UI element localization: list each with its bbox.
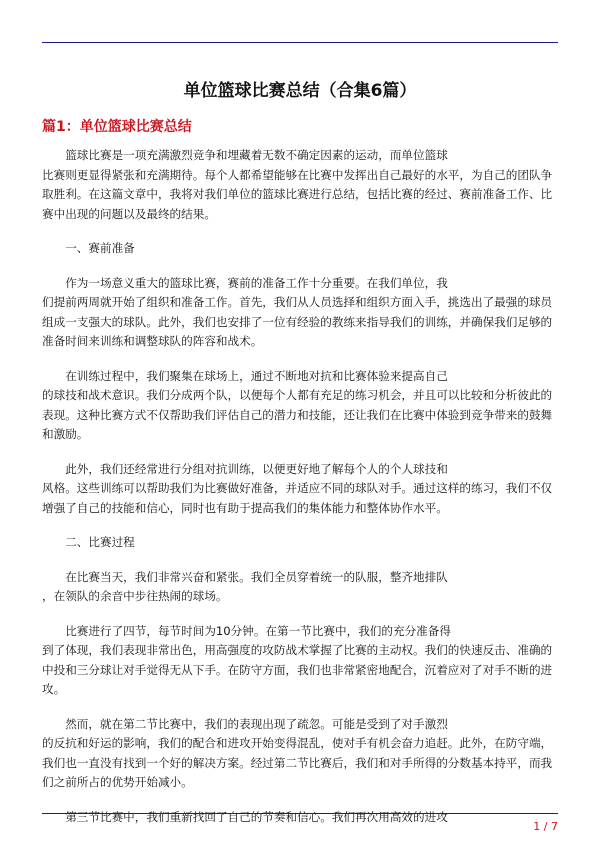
document-title: 单位篮球比赛总结（合集6篇） [183,81,417,101]
paragraph-line: 作为一场意义重大的篮球比赛，赛前的准备工作十分重要。在我们单位，我 [65,275,448,290]
paragraph [42,367,558,445]
page-number: 1 / 7 [533,820,558,833]
paragraph [42,146,558,224]
paragraph [42,568,558,607]
paragraph-line: ，在领队的余音中步往热闹的球场。 [42,589,228,603]
paragraph [42,622,558,700]
footer-rule [42,813,558,814]
paragraph [42,274,558,352]
paragraph [42,460,558,519]
paragraph-line: 风格。这些训练可以帮助我们为比赛做好准备，并适应不同的球队对手。通过这样的练习，我们不仅增强了自己的技能和信心，同时也有助于提高我们的集体能力和整体协作水平。 [42,481,553,515]
header-rule [42,42,558,43]
section-title: 篇1：单位篮球比赛总结 [42,119,192,135]
section-heading: 一、赛前准备 [65,241,135,255]
section-heading: 二、比赛过程 [65,535,135,549]
paragraph-line: 在训练过程中，我们聚集在球场上，通过不断地对抗和比赛体验来提高自己 [65,368,448,383]
document-body [42,146,558,842]
paragraph-line: 的球技和战术意识。我们分成两个队，以便每个人都有充足的练习机会，并且可以比较和分析彼此的表现。这种比赛方式不仅帮助我们评估自己的潜力和技能，还让我们在比赛中体验到竞争带来的鼓舞和激励。 [42,388,553,441]
paragraph-line: 比赛进行了四节，每节时间为10分钟。在第一节比赛中，我们的充分准备得 [65,623,451,638]
paragraph-line: 到了体现，我们表现非常出色，用高强度的攻防战术掌握了比赛的主动权。我们的快速反击、准确的中投和三分球让对手觉得无从下手。在防守方面，我们也非常紧密地配合，沉着应对了对手不断的进攻。 [42,643,553,696]
paragraph [42,715,558,793]
paragraph [42,808,558,828]
paragraph-line: 然而，就在第二节比赛中，我们的表现出现了疏忽。可能是受到了对手激烈 [65,716,448,731]
paragraph-line: 在比赛当天，我们非常兴奋和紧张。我们全员穿着统一的队服，整齐地排队 [65,569,448,584]
paragraph-line: 第三节比赛中，我们重新找回了自己的节奏和信心。我们再次用高效的进攻 [65,809,448,824]
paragraph-line: 的反抗和好运的影响，我们的配合和进攻开始变得混乱，使对手有机会奋力追赶。此外，在防守端，我们也一直没有找到一个好的解决方案。经过第二节比赛后，我们和对手所得的分数基本持平，而我们之前所占的优势开始减小。 [42,736,553,789]
paragraph-line: 此外，我们还经常进行分组对抗训练，以便更好地了解每个人的个人球技和 [65,461,448,476]
paragraph-line: 比赛则更显得紧张和充满期待。每个人都希望能够在比赛中发挥出自己最好的水平，为自己的团队争取胜利。在这篇文章中，我将对我们单位的篮球比赛进行总结，包括比赛的经过、赛前准备工作、比赛中出现的问题以及最终的结果。 [42,167,553,221]
paragraph-line: 篮球比赛是一项充满激烈竞争和埋藏着无数不确定因素的运动，而单位篮球 [65,148,448,162]
paragraph-line: 们提前两周就开始了组织和准备工作。首先，我们从人员选择和组织方面入手，挑选出了最强的球员组成一支强大的球队。此外，我们也安排了一位有经验的教练来指导我们的训练，并确保我们足够的准备时间来训练和调整球队的阵容和战术。 [42,295,553,348]
